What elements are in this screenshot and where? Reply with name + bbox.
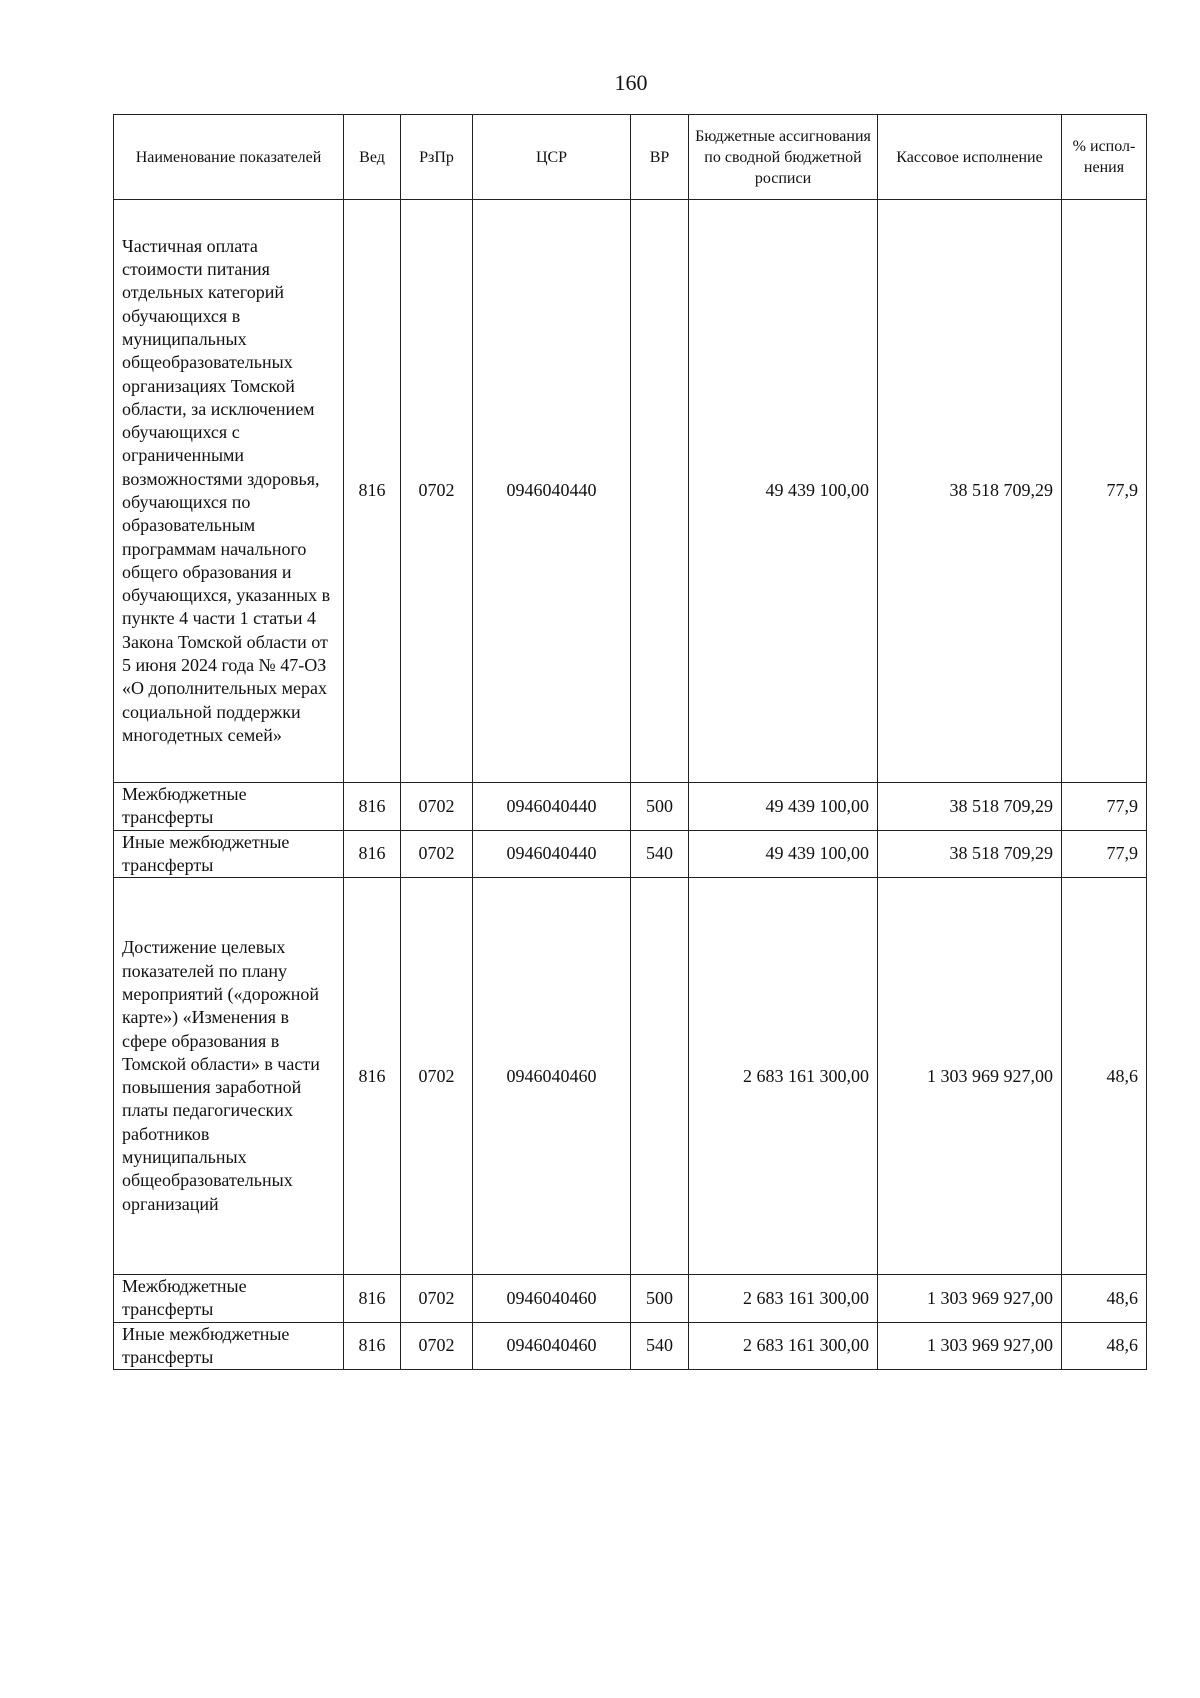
page-number: 160 — [614, 70, 648, 95]
table-row — [114, 1275, 1147, 1323]
row-budget: 49 439 100,00 — [689, 200, 878, 783]
row-name: Иные межбюджетные трансферты — [114, 830, 344, 878]
row-csr: 0946040460 — [473, 878, 631, 1275]
budget-execution-table — [113, 114, 1147, 1370]
row-rzpr: 0702 — [401, 830, 473, 878]
header-percent: % испол-нения — [1062, 115, 1147, 200]
row-rzpr: 0702 — [401, 878, 473, 1275]
header-vr: ВР — [631, 115, 689, 200]
row-cash: 38 518 709,29 — [878, 200, 1062, 783]
table-row — [114, 783, 1147, 831]
row-percent: 77,9 — [1062, 830, 1147, 878]
row-cash: 1 303 969 927,00 — [878, 878, 1062, 1275]
row-ved: 816 — [344, 200, 401, 783]
row-budget: 2 683 161 300,00 — [689, 1322, 878, 1370]
row-name: Иные межбюджетные трансферты — [114, 1322, 344, 1370]
row-csr: 0946040460 — [473, 1275, 631, 1323]
row-ved: 816 — [344, 1322, 401, 1370]
row-csr: 0946040440 — [473, 830, 631, 878]
row-vr: 540 — [631, 1322, 689, 1370]
row-percent: 48,6 — [1062, 878, 1147, 1275]
row-vr: 500 — [631, 783, 689, 831]
row-ved: 816 — [344, 830, 401, 878]
row-csr: 0946040460 — [473, 1322, 631, 1370]
row-rzpr: 0702 — [401, 1322, 473, 1370]
row-ved: 816 — [344, 783, 401, 831]
row-name: Частичная оплата стоимости питания отдельных категорий обучающихся в муниципальных общеобразовательных организациях Томской области, за исключением обучающихся с ограниченными возможностями здоровья, обучающихся по образовательным программам начального общего образования и обучающихся, указанных в пункте 4 части 1 статьи 4 Закона Томской области от 5 июня 2024 года № 47-ОЗ «О дополнительных мерах социальной поддержки многодетных семей» — [114, 200, 344, 783]
table-row — [114, 200, 1147, 783]
row-budget: 2 683 161 300,00 — [689, 1275, 878, 1323]
table-header-row — [114, 115, 1147, 200]
row-rzpr: 0702 — [401, 200, 473, 783]
row-cash: 38 518 709,29 — [878, 830, 1062, 878]
row-name: Достижение целевых показателей по плану мероприятий («дорожной карте») «Изменения в сфере образования в Томской области» в части повышения заработной платы педагогических работников муниципальных общеобразовательных организаций — [114, 878, 344, 1275]
header-rzpr: РзПр — [401, 115, 473, 200]
row-percent: 48,6 — [1062, 1322, 1147, 1370]
row-cash: 1 303 969 927,00 — [878, 1322, 1062, 1370]
row-budget: 49 439 100,00 — [689, 830, 878, 878]
row-csr: 0946040440 — [473, 783, 631, 831]
row-percent: 77,9 — [1062, 200, 1147, 783]
header-name: Наименование показателей — [114, 115, 344, 200]
row-vr: 540 — [631, 830, 689, 878]
row-ved: 816 — [344, 1275, 401, 1323]
row-vr — [631, 200, 689, 783]
row-rzpr: 0702 — [401, 1275, 473, 1323]
header-budget: Бюджетные ассигнования по сводной бюджетной росписи — [689, 115, 878, 200]
header-csr: ЦСР — [473, 115, 631, 200]
table-row — [114, 830, 1147, 878]
row-name: Межбюджетные трансферты — [114, 1275, 344, 1323]
table-row — [114, 1322, 1147, 1370]
row-budget: 2 683 161 300,00 — [689, 878, 878, 1275]
table-row — [114, 878, 1147, 1275]
row-percent: 48,6 — [1062, 1275, 1147, 1323]
row-vr — [631, 878, 689, 1275]
row-budget: 49 439 100,00 — [689, 783, 878, 831]
row-ved: 816 — [344, 878, 401, 1275]
row-name: Межбюджетные трансферты — [114, 783, 344, 831]
row-rzpr: 0702 — [401, 783, 473, 831]
row-cash: 1 303 969 927,00 — [878, 1275, 1062, 1323]
header-cash: Кассовое исполнение — [878, 115, 1062, 200]
row-vr: 500 — [631, 1275, 689, 1323]
row-percent: 77,9 — [1062, 783, 1147, 831]
row-csr: 0946040440 — [473, 200, 631, 783]
header-ved: Вед — [344, 115, 401, 200]
row-cash: 38 518 709,29 — [878, 783, 1062, 831]
